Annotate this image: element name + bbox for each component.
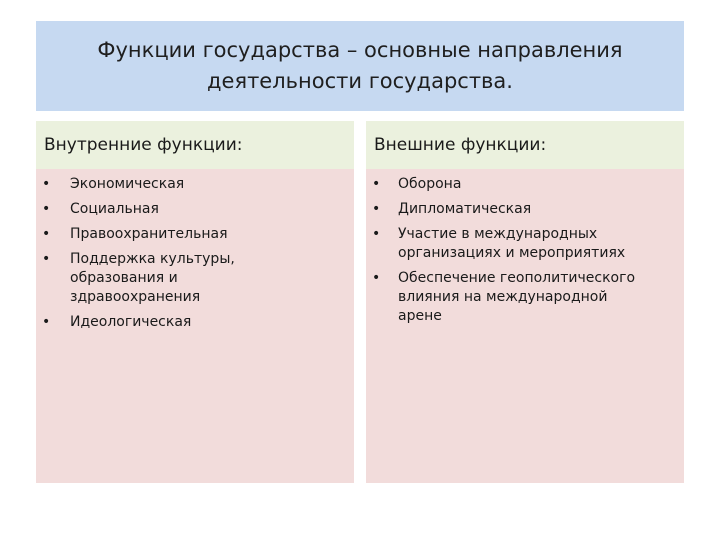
- bullet-marker: •: [42, 201, 51, 217]
- list-item-line: организациях и мероприятиях: [398, 245, 626, 261]
- list-item-text: [398, 269, 678, 326]
- external-functions-body: [366, 169, 684, 483]
- list-item-text: [70, 225, 348, 244]
- list-item-text: [70, 250, 348, 307]
- bullet-marker: •: [372, 176, 381, 192]
- list-item-line: Правоохранительная: [70, 226, 228, 242]
- list-item-line: арене: [398, 308, 442, 324]
- bullet-marker: •: [372, 226, 381, 242]
- external-functions-header: Внешние функции:: [366, 121, 684, 169]
- list-item-text: [398, 175, 678, 194]
- list-item-text: [70, 200, 348, 219]
- bullet-marker: •: [372, 270, 381, 286]
- bullet-marker: •: [42, 176, 51, 192]
- list-item-text: [70, 313, 348, 332]
- list-item: [36, 200, 348, 219]
- list-item-line: Экономическая: [70, 176, 185, 192]
- internal-functions-body: [36, 169, 354, 483]
- list-item-line: Участие в международных: [398, 226, 598, 242]
- external-functions-list: [366, 175, 678, 326]
- slide-title-line-2: деятельности государства.: [207, 69, 513, 93]
- list-item-text: [398, 200, 678, 219]
- bullet-marker: •: [42, 314, 51, 330]
- list-item-text: [398, 225, 678, 263]
- list-item: [366, 200, 678, 219]
- list-item-text: [70, 175, 348, 194]
- list-item: [36, 313, 348, 332]
- slide-title-line-1: Функции государства – основные направления: [97, 38, 623, 62]
- list-item-line: Идеологическая: [70, 314, 192, 330]
- list-item: [36, 250, 348, 307]
- list-item-line: Обеспечение геополитического: [398, 270, 636, 286]
- list-item: [366, 225, 678, 263]
- list-item: [366, 269, 678, 326]
- list-item-line: влияния на международной: [398, 289, 608, 305]
- bullet-marker: •: [42, 226, 51, 242]
- internal-functions-column: [36, 121, 354, 483]
- list-item: [36, 175, 348, 194]
- list-item-line: Социальная: [70, 201, 159, 217]
- list-item-line: здравоохранения: [70, 289, 201, 305]
- list-item-line: Поддержка культуры,: [70, 251, 235, 267]
- bullet-marker: •: [372, 201, 381, 217]
- internal-functions-header: Внутренние функции:: [36, 121, 354, 169]
- internal-functions-list: [36, 175, 348, 332]
- external-functions-column: [366, 121, 684, 483]
- slide-title: [36, 21, 684, 111]
- list-item-line: Оборона: [398, 176, 462, 192]
- list-item-line: образования и: [70, 270, 178, 286]
- list-item-line: Дипломатическая: [398, 201, 532, 217]
- list-item: [36, 225, 348, 244]
- bullet-marker: •: [42, 251, 51, 267]
- list-item: [366, 175, 678, 194]
